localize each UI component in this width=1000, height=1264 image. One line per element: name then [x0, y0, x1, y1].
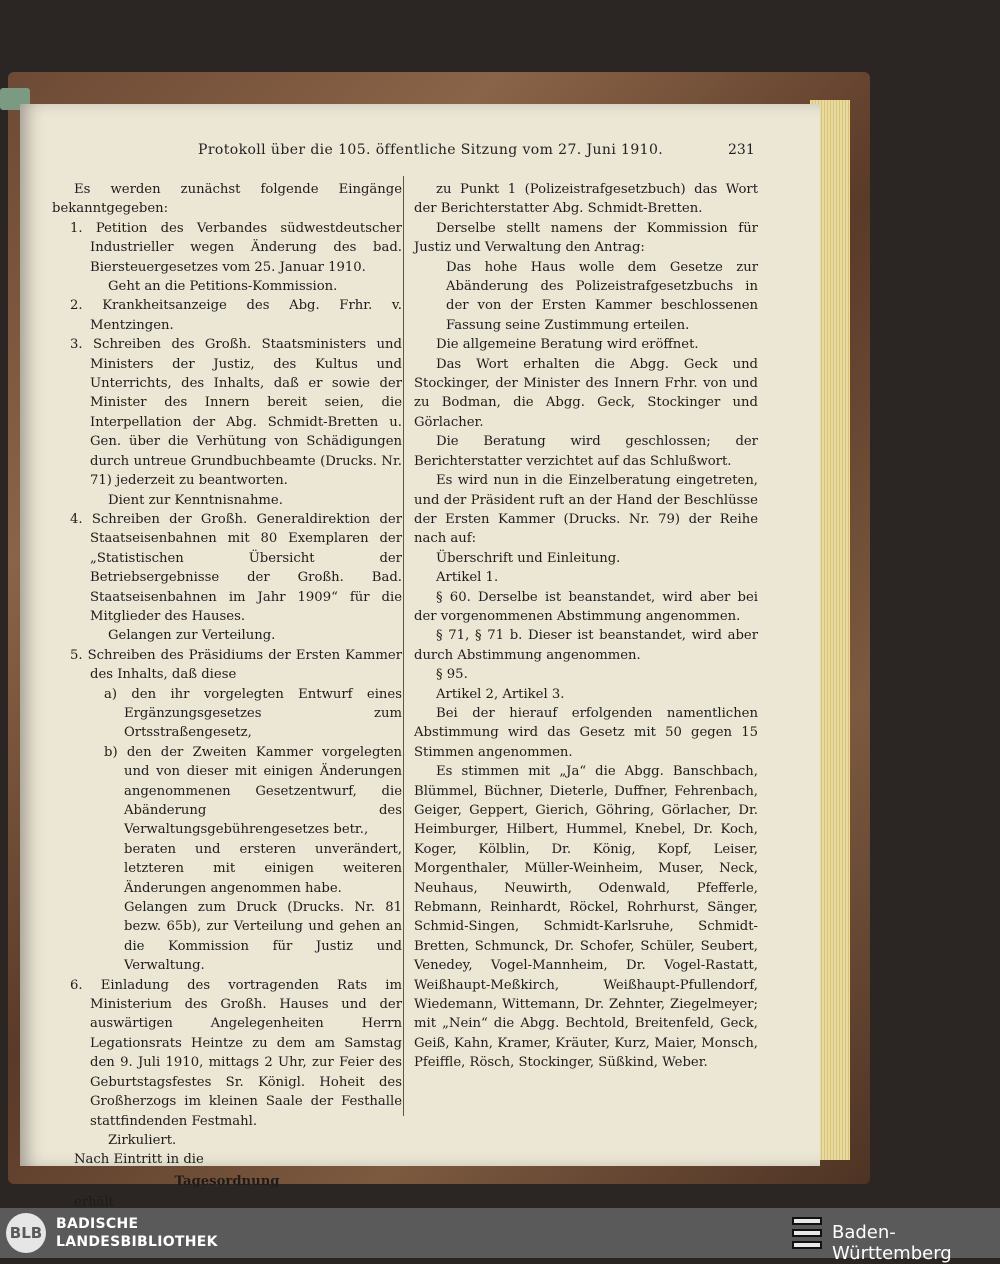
- left-column: [52, 180, 402, 1208]
- footer-bar: [0, 1208, 1000, 1264]
- left-column-paragraph: beraten und ersteren unverändert, letzteren mit einigen weiteren Änderungen angenommen habe.: [124, 841, 402, 896]
- library-name-line2[interactable]: LANDESBIBLIOTHEK: [56, 1234, 218, 1250]
- right-column-paragraph: § 60. Derselbe ist beanstandet, wird aber bei der vorgenommenen Abstimmung angenommen.: [414, 589, 758, 624]
- left-column-paragraph: a) den ihr vorgelegten Entwurf eines Ergänzungsgesetzes zum Ortsstraßengesetz,: [104, 686, 402, 741]
- book-page: [20, 104, 820, 1208]
- left-column-paragraph: 6. Einladung des vortragenden Rats im Ministerium des Großh. Hauses und der auswärtigen Angelegenheiten Herrn Legationsrats Heintze zu dem am Samstag den 9. Juli 1910, mittags 2 Uhr, zur Feier des Geburtstagsfestes Sr. Königl. Hoheit des Großherzogs im kleinen Saale der Festhalle stattfindenden Festmahl.: [70, 977, 402, 1129]
- left-column-paragraph: Gelangen zur Verteilung.: [108, 628, 276, 644]
- left-column-paragraph: b) den der Zweiten Kammer vorgelegten und von dieser mit einigen Änderungen angenommenen Gesetzentwurf, die Abänderung des Verwaltungsgebührengesetzes betr.,: [104, 744, 402, 838]
- state-name[interactable]: Baden-Württemberg: [832, 1222, 952, 1264]
- lions-crest-icon: [790, 1215, 824, 1251]
- blb-logo[interactable]: BLB: [6, 1213, 46, 1253]
- page-header-title: Protokoll über die 105. öffentliche Sitzung vom 27. Juni 1910.: [198, 142, 664, 158]
- right-column-paragraph: Es stimmen mit „Ja“ die Abgg. Banschbach, Blümmel, Büchner, Dieterle, Duffner, Fehrenbach, Geiger, Geppert, Gierich, Göhring, Görlacher, Dr. Heimburger, Hilbert, Hummel, Knebel, Dr. Koch, Koger, Kölblin, Dr. König, Kopf, Leiser, Morgenthaler, Müller-Weinheim, Muser, Neck, Neuhaus, Neuwirth, Odenwald, Pfefferle, Rebmann, Reinhardt, Röckel, Rohrhurst, Sänger, Schmid-Singen, Schmidt-Karlsruhe, Schmidt-Bretten, Schmunck, Dr. Schofer, Schüler, Seubert, Venedey, Vogel-Mannheim, Dr. Vogel-Rastatt, Weißhaupt-Meßkirch, Weißhaupt-Pfullendorf, Wiedemann, Wittemann, Dr. Zehnter, Ziegelmeyer; mit „Nein“ die Abgg. Bechtold, Breitenfeld, Geck, Geiß, Kahn, Kramer, Kräuter, Kurz, Maier, Monsch, Pfeiffle, Rösch, Stockinger, Süßkind, Weber.: [414, 764, 758, 1071]
- right-column-paragraph: Derselbe stellt namens der Kommission für Justiz und Verwaltung den Antrag:: [414, 220, 758, 256]
- library-name-line1[interactable]: BADISCHE: [56, 1216, 139, 1232]
- left-column-paragraph: 4. Schreiben der Großh. Generaldirektion der Staatseisenbahnen mit 80 Exemplaren der „Statistischen Übersicht der Betriebsergebnisse der Großh. Bad. Staatseisenbahnen im Jahr 1909“ für die Mitglieder des Hauses.: [70, 511, 402, 624]
- left-column-paragraph: Tagesordnung: [174, 1173, 280, 1189]
- right-column-paragraph: Die Beratung wird geschlossen; der Berichterstatter verzichtet auf das Schlußwort.: [414, 434, 758, 469]
- right-column-paragraph: Überschrift und Einleitung.: [436, 550, 621, 566]
- right-column: [414, 180, 758, 1073]
- right-column-paragraph: zu Punkt 1 (Polizeistrafgesetzbuch) das Wort der Berichterstatter Abg. Schmidt-Bretten.: [414, 182, 758, 217]
- right-column-paragraph: § 71, § 71 b. Dieser ist beanstandet, wird aber durch Abstimmung angenommen.: [414, 628, 758, 663]
- right-column-paragraph: Das hohe Haus wolle dem Gesetze zur Abänderung des Polizeistrafgesetzbuchs in der von der Ersten Kammer beschlossenen Fassung seine Zustimmung erteilen.: [446, 259, 758, 333]
- left-column-paragraph: Zirkuliert.: [108, 1132, 177, 1148]
- left-column-paragraph: 3. Schreiben des Großh. Staatsministers und Ministers der Justiz, des Kultus und Unterrichts, des Inhalts, daß er sowie der Minister des Innern bereit seien, die Interpellation der Abg. Schmidt-Bretten u. Gen. über die Verhütung von Schädigungen durch untreue Grundbuchbeamte (Drucks. Nr. 71) jederzeit zu beantworten.: [70, 337, 402, 489]
- page-number: 231: [728, 142, 755, 158]
- right-column-paragraph: Bei der hierauf erfolgenden namentlichen Abstimmung wird das Gesetz mit 50 gegen 15 Stimmen angenommen.: [414, 705, 758, 760]
- left-column-paragraph: Gelangen zum Druck (Drucks. Nr. 81 bezw. 65b), zur Verteilung und gehen an die Kommission für Justiz und Verwaltung.: [124, 900, 402, 974]
- right-column-paragraph: Artikel 2, Artikel 3.: [436, 686, 565, 702]
- right-column-paragraph: Die allgemeine Beratung wird eröffnet.: [436, 337, 699, 353]
- left-column-paragraph: 1. Petition des Verbandes südwestdeutscher Industrieller wegen Änderung des bad. Biersteuergesetzes vom 25. Januar 1910.: [70, 220, 402, 275]
- right-column-paragraph: Es wird nun in die Einzelberatung eingetreten, und der Präsident ruft an der Hand der Beschlüsse der Ersten Kammer (Drucks. Nr. 79) der Reihe nach auf:: [414, 473, 758, 547]
- left-column-paragraph: Dient zur Kenntnisnahme.: [108, 492, 283, 508]
- left-column-paragraph: Nach Eintritt in die: [74, 1152, 204, 1168]
- left-column-paragraph: erhält: [74, 1195, 114, 1208]
- right-column-paragraph: Artikel 1.: [436, 570, 499, 586]
- left-column-paragraph: Es werden zunächst folgende Eingänge bekanntgegeben:: [52, 182, 402, 217]
- column-divider: [403, 176, 404, 1116]
- left-column-paragraph: Geht an die Petitions-Kommission.: [108, 279, 338, 295]
- right-column-paragraph: Das Wort erhalten die Abgg. Geck und Stockinger, der Minister des Innern Frhr. von und zu Bodman, die Abgg. Geck, Stockinger und Görlacher.: [414, 356, 758, 430]
- left-column-paragraph: 5. Schreiben des Präsidiums der Ersten Kammer des Inhalts, daß diese: [70, 647, 402, 683]
- right-column-paragraph: § 95.: [436, 667, 468, 683]
- left-column-paragraph: 2. Krankheitsanzeige des Abg. Frhr. v. Mentzingen.: [70, 298, 402, 333]
